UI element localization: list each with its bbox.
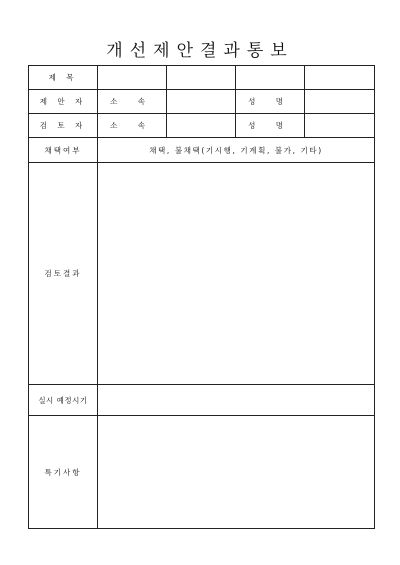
reviewer-dept-value[interactable]	[167, 114, 236, 138]
subject-value-cell-2[interactable]	[167, 66, 236, 90]
adoption-label: 채택여부	[29, 138, 98, 163]
subject-value-cell-4[interactable]	[305, 66, 375, 90]
proposer-name-label: 성 명	[236, 90, 305, 114]
schedule-row	[29, 385, 375, 416]
proposer-dept-label: 소 속	[98, 90, 167, 114]
schedule-content[interactable]	[98, 385, 375, 416]
proposer-name-value[interactable]	[305, 90, 375, 114]
proposer-row	[29, 90, 375, 114]
subject-label: 제 목	[29, 66, 98, 90]
remarks-label: 특기사항	[29, 416, 98, 529]
subject-row	[29, 66, 375, 90]
reviewer-name-value[interactable]	[305, 114, 375, 138]
adoption-row	[29, 138, 375, 163]
adoption-options[interactable]: 채택, 불채택(기시행, 기계획, 불가, 기타)	[98, 138, 375, 163]
reviewer-dept-label: 소 속	[98, 114, 167, 138]
reviewer-label: 검 토 자	[29, 114, 98, 138]
proposal-result-form	[28, 65, 375, 529]
review-result-label: 검토결과	[29, 163, 98, 385]
subject-value-cell-1[interactable]	[98, 66, 167, 90]
remarks-row	[29, 416, 375, 529]
proposer-dept-value[interactable]	[167, 90, 236, 114]
remarks-content[interactable]	[98, 416, 375, 529]
reviewer-row	[29, 114, 375, 138]
schedule-label: 실시 예정시기	[29, 385, 98, 416]
document-title: 개선제안결과통보	[106, 41, 294, 61]
review-result-content[interactable]	[98, 163, 375, 385]
proposer-label: 제 안 자	[29, 90, 98, 114]
subject-value-cell-3[interactable]	[236, 66, 305, 90]
review-result-row	[29, 163, 375, 385]
reviewer-name-label: 성 명	[236, 114, 305, 138]
